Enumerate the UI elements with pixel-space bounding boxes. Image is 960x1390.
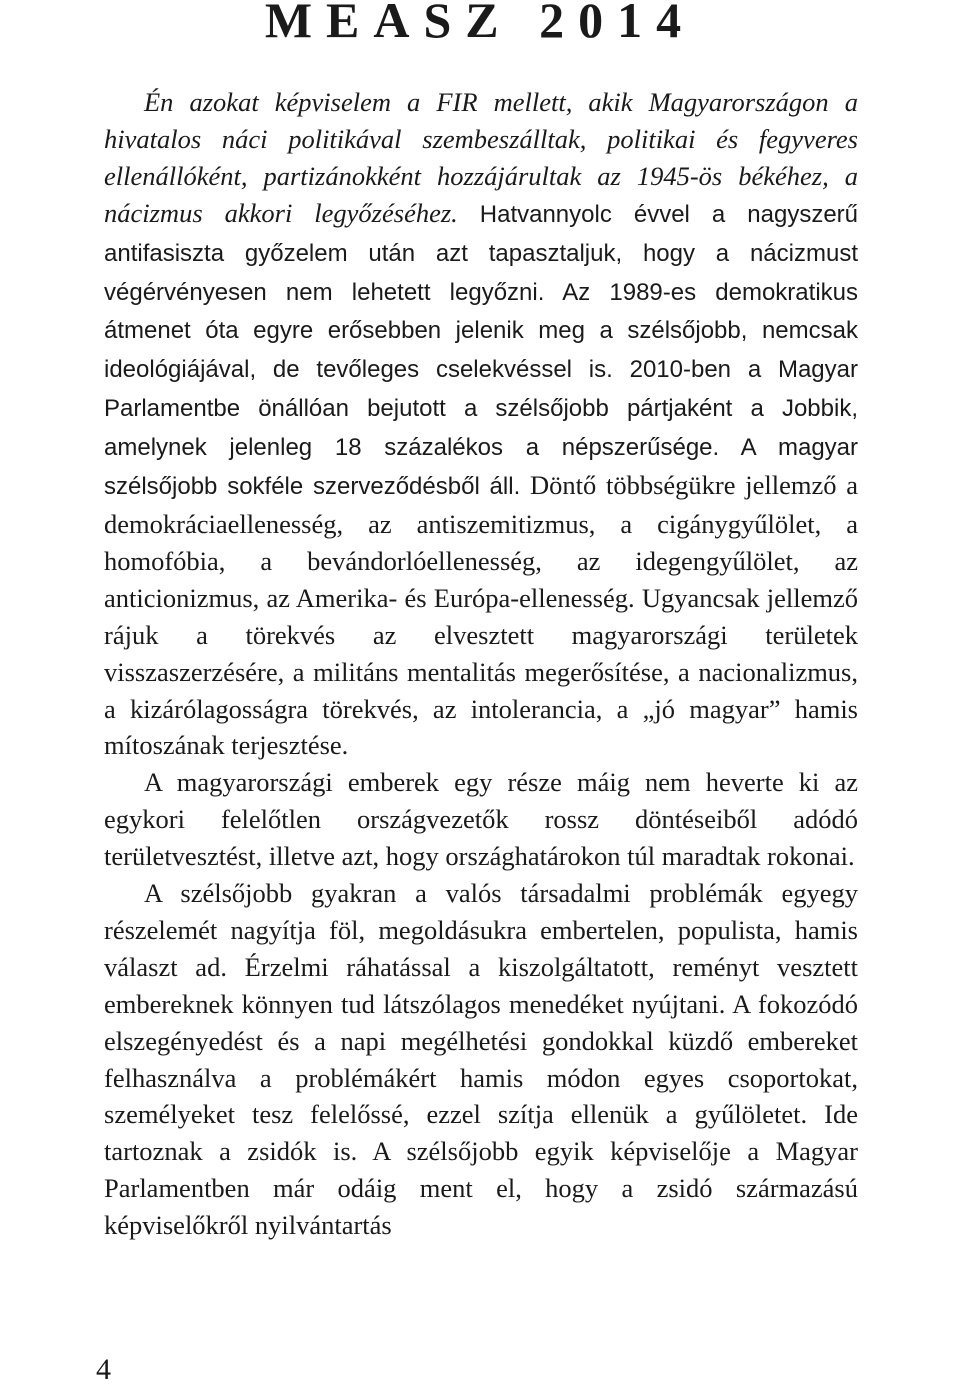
running-header-title: MEASZ 2014 [264,0,696,48]
page-number: 4 [96,1353,111,1386]
paragraph-1-sans-part: Hatvannyolc évvel a nagyszerű antifasiszta győzelem után azt tapasztaljuk, hogy a nácizmust végérvényesen nem lehetett legyőzni. Az 1989-es demokratikus átmenet óta egyre erősebben jelenik meg a szélsőjobb, nemcsak ideológiájával, de tevőleges cselekvéssel is. 2010-ben a Magyar Parlamentbe önállóan bejutott a szélsőjobb pártjaként a Jobbik, amelynek jelenleg 18 százalékos a népszerűsége. A magyar szélsőjobb sokféle szerveződésből áll. [104,200,858,501]
paragraph-1 [104,84,858,764]
paragraph-3: A szélsőjobb gyakran a valós társadalmi problémák egyegy részelemét nagyítja föl, megoldásukra embertelen, populista, hamis választ ad. Érzelmi ráhatással a kiszolgáltatott, reményt vesztett embereknek könnyen tud látszólagos menedéket nyújtani. A fokozódó elszegényedést és a napi megélhetési gondokkal küzdő embereket felhasználva a problémákért hamis módon egyes csoportokat, személyeket tesz felelőssé, ezzel szítja ellenük a gyűlöletet. Ide tartoznak a zsidók is. A szélsőjobb egyik képviselője a Magyar Parlamentben már odáig ment el, hogy a zsidó származású képviselőkről nyilvántartás [104,878,858,1241]
paragraph-1-italic-part: Én azokat képviselem a FIR mellett, akik Magyarországon a hivatalos náci politikával szembeszálltak, politikai és fegyveres ellenállóként, partizánokként hozzájárultak az 1945-ös békéhez, a nácizmus akkori legyőzéséhez. [104,87,858,228]
paragraph-2: A magyarországi emberek egy része máig nem heverte ki az egykori felelőtlen országvezetők rossz döntéseiből adódó területvesztést, illetve azt, hogy országhatárokon túl maradtak rokonai. [104,767,858,872]
paragraph-1-serif-part: Döntő többségükre jellemző a demokráciaellenesség, az antiszemitizmus, a cigánygyűlölet, a homofóbia, a bevándorlóellenesség, az idegengyűlölet, az anticionizmus, az Amerika- és Európa-ellenesség. Ugyancsak jellemző rájuk a törekvés az elvesztett magyarországi területek visszaszerzésére, a militáns mentalitás megerősítése, a nacionalizmus, a kizárólagosságra törekvés, az intolerancia, a „jó magyar” hamis mítoszának terjesztése. [104,470,859,761]
body-text [104,84,858,1244]
